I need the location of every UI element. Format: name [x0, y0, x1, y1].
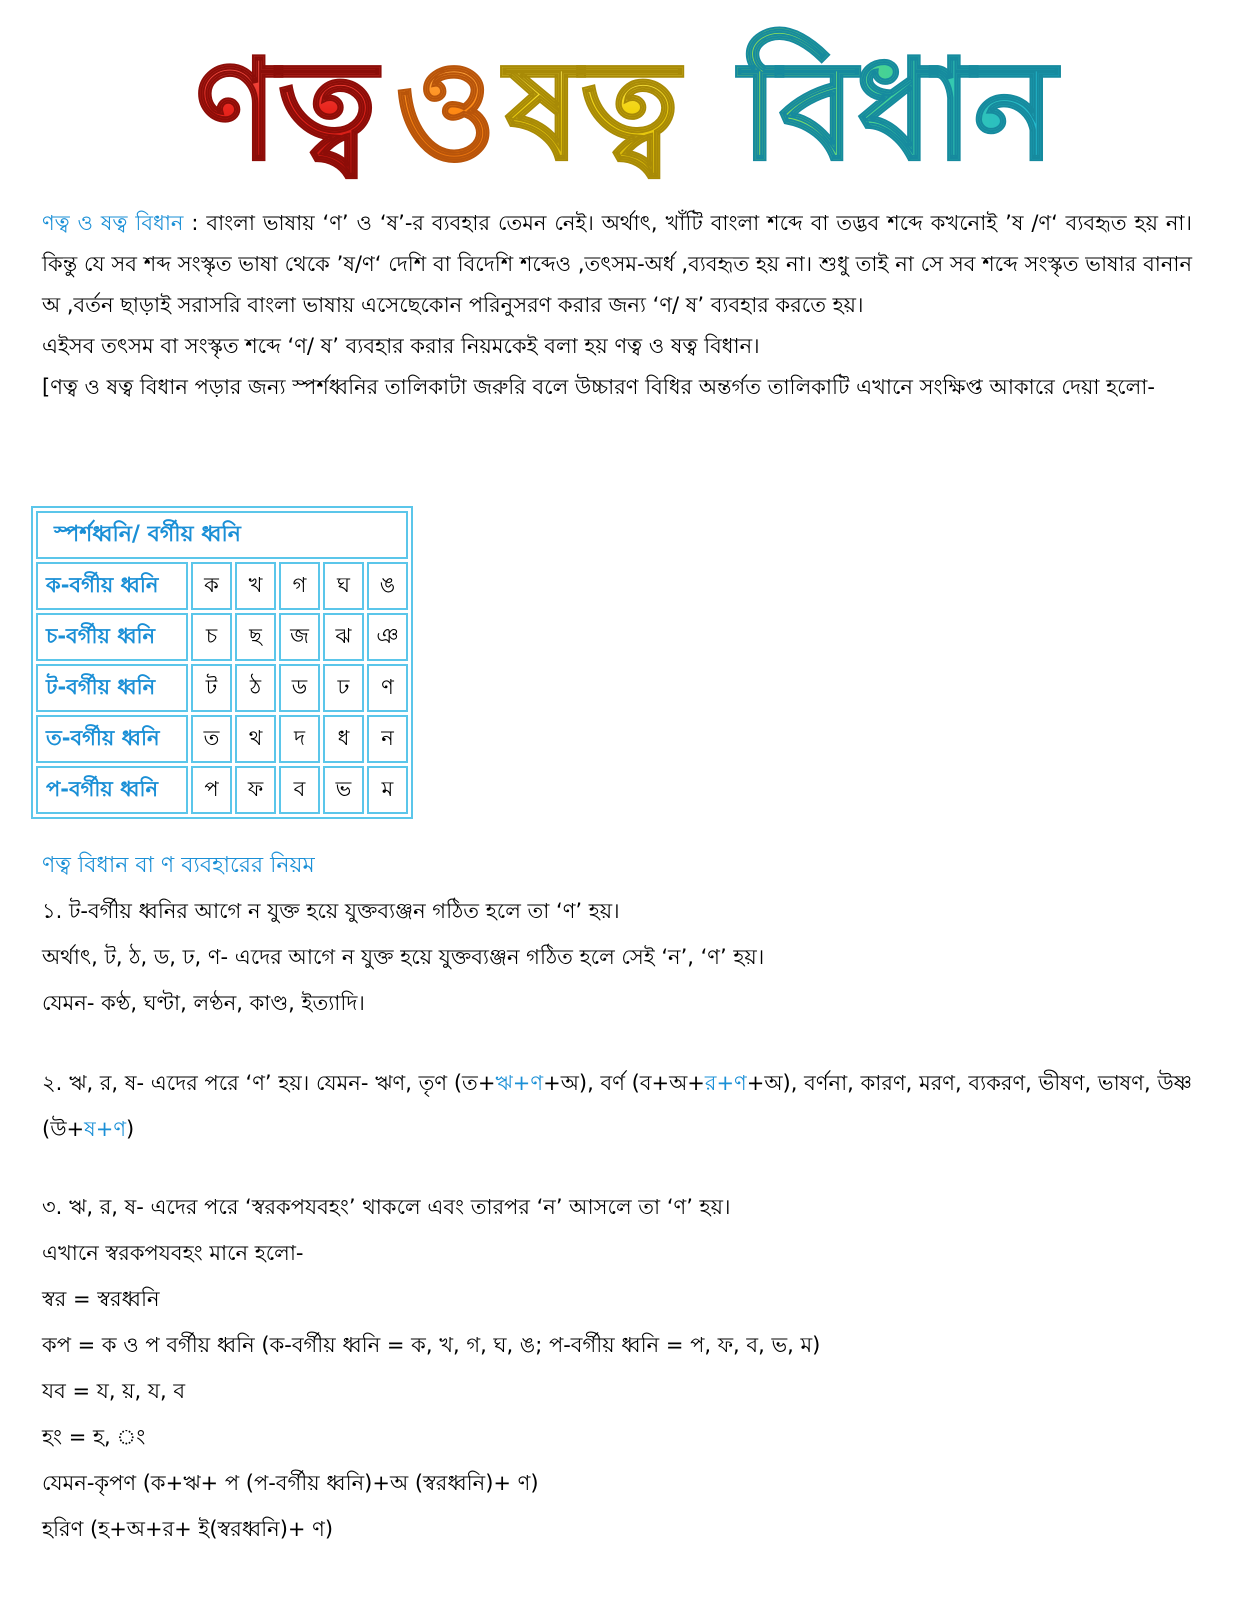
table-row — [36, 766, 408, 814]
table-cell: ঢ — [323, 664, 364, 712]
title-word-2: ও — [395, 30, 497, 191]
intro-paragraph-3: [ণত্ব ও ষত্ব বিধান পড়ার জন্য স্পর্শধ্বনির তালিকাটা জরুরি বলে উচ্চারণ বিধির অন্তর্গত তালিকাটি এখানে সংক্ষিপ্ত আকারে দেয়া হলো- — [42, 375, 1155, 399]
rule-3 — [42, 1184, 1192, 1552]
table-header-row — [36, 511, 408, 559]
intro-paragraph-1 — [42, 203, 1192, 326]
table-cell: ঠ — [235, 664, 276, 712]
table-header: স্পর্শধ্বনি/ বর্গীয় ধ্বনি — [36, 511, 408, 559]
rule-2-part-e: +অ), বর্ণনা, কারণ, মরণ, ব্যকরণ, ভীষণ, ভাষণ, উষ্ণ (উ+ — [42, 1071, 1192, 1141]
title-word-3: ষত্ব — [505, 30, 680, 191]
table-cell: ট — [191, 664, 232, 712]
table-cell: ণ — [367, 664, 408, 712]
table-row — [36, 715, 408, 763]
rainbow-title-graphic — [195, 8, 1075, 193]
intro-paragraph-2: এইসব তৎসম বা সংস্কৃত শব্দে ‘ণ/ ষ’ ব্যবহার করার নিয়মকেই বলা হয় ণত্ব ও ষত্ব বিধান। — [42, 334, 760, 358]
page-title — [195, 8, 1075, 193]
table-cell: গ — [279, 562, 320, 610]
table-cell: ফ — [235, 766, 276, 814]
rule-2-text — [42, 1060, 1192, 1152]
section-title: ণত্ব বিধান বা ণ ব্যবহারের নিয়ম — [42, 853, 315, 878]
rule-2-part-a: ২. ঋ, র, ষ- এদের পরে ‘ণ’ হয়। যেমন- ঋণ, তৃণ (ত+ — [42, 1071, 496, 1095]
varga-table — [31, 506, 413, 819]
row-label: প-বর্গীয় ধ্বনি — [36, 766, 188, 814]
table-cell: ম — [367, 766, 408, 814]
rule-3-line-5: যব = য, য়, য, ব — [42, 1379, 186, 1403]
table-cell: ন — [367, 715, 408, 763]
table-cell: থ — [235, 715, 276, 763]
rule-2 — [42, 1060, 1192, 1152]
table-cell: ব — [279, 766, 320, 814]
table-cell: খ — [235, 562, 276, 610]
varga-table-wrapper — [31, 506, 413, 819]
rule-3-line-6: হং = হ, ং — [42, 1425, 146, 1449]
table-cell: দ — [279, 715, 320, 763]
intro-text-1: : বাংলা ভাষায় ‘ণ’ ও ‘ষ’-র ব্যবহার তেমন নেই। অর্থাৎ, খাঁটি বাংলা শব্দে বা তদ্ভব শব্দে কখনোই ’ষ /ণ‘ ব্যবহৃত হয় না। কিন্তু যে সব শব্দ সংস্কৃত ভাষা থেকে ’ষ/ণ‘ দেশি বা বিদেশি শব্দেও ,তৎসম-অর্ধ ,ব্যবহৃত হয় না। শুধু তাই না সে সব শব্দে সংস্কৃত ভাষার বানান অ ,বর্তন ছাড়াই সরাসরি বাংলা ভাষায় এসেছেকোন পরিনুসরণ করার জন্য ‘ণ/ ষ’ ব্যবহার করতে হয়। — [42, 211, 1192, 317]
intro-term: ণত্ব ও ষত্ব বিধান — [42, 211, 184, 235]
rule-1-line-1: ১. ট-বর্গীয় ধ্বনির আগে ন যুক্ত হয়ে যুক্তব্যঞ্জন গঠিত হলে তা ‘ণ’ হয়। — [42, 899, 620, 923]
table-cell: ঝ — [323, 613, 364, 661]
table-row — [36, 562, 408, 610]
table-cell: ঘ — [323, 562, 364, 610]
table-cell: জ — [279, 613, 320, 661]
table-cell: ড — [279, 664, 320, 712]
table-cell: ধ — [323, 715, 364, 763]
row-label: ত-বর্গীয় ধ্বনি — [36, 715, 188, 763]
rule-1-line-2: অর্থাৎ, ট, ঠ, ড, ঢ, ণ- এদের আগে ন যুক্ত হয়ে যুক্তব্যঞ্জন গঠিত হলে সেই ‘ন’, ‘ণ’ হয়। — [42, 945, 765, 969]
table-cell: চ — [191, 613, 232, 661]
rule-2-highlight-1: ঋ+ণ — [495, 1071, 544, 1095]
table-row — [36, 613, 408, 661]
rule-2-part-g: ) — [126, 1117, 135, 1141]
rule-1-line-3: যেমন- কণ্ঠ, ঘণ্টা, লণ্ঠন, কাণ্ড, ইত্যাদি। — [42, 991, 365, 1015]
rule-2-highlight-3: ষ+ণ — [84, 1117, 127, 1141]
table-cell: ভ — [323, 766, 364, 814]
rule-3-line-2: এখানে স্বরকপযবহং মানে হলো- — [42, 1241, 304, 1265]
row-label: ট-বর্গীয় ধ্বনি — [36, 664, 188, 712]
row-label: ক-বর্গীয় ধ্বনি — [36, 562, 188, 610]
rule-3-line-1: ৩. ঋ, র, ষ- এদের পরে ‘স্বরকপযবহং’ থাকলে এবং তারপর ‘ন’ আসলে তা ‘ণ’ হয়। — [42, 1195, 731, 1219]
rule-3-line-3: স্বর = স্বরধ্বনি — [42, 1287, 160, 1311]
table-row — [36, 664, 408, 712]
row-label: চ-বর্গীয় ধ্বনি — [36, 613, 188, 661]
rule-3-line-4: কপ = ক ও প বর্গীয় ধ্বনি (ক-বর্গীয় ধ্বনি = ক, খ, গ, ঘ, ঙ; প-বর্গীয় ধ্বনি = প, ফ, ব, ভ, ম) — [42, 1333, 821, 1357]
rule-3-line-8: হরিণ (হ+অ+র+ ই(স্বরধ্বনি)+ ণ) — [42, 1517, 334, 1541]
table-cell: প — [191, 766, 232, 814]
intro-section — [42, 203, 1192, 408]
table-cell: ঙ — [367, 562, 408, 610]
rule-2-part-c: +অ), বর্ণ (ব+অ+ — [543, 1071, 705, 1095]
rule-3-line-7: যেমন-কৃপণ (ক+ঋ+ প (প-বর্গীয় ধ্বনি)+অ (স্বরধ্বনি)+ ণ) — [42, 1471, 539, 1495]
table-cell: ঞ — [367, 613, 408, 661]
rule-2-highlight-2: র+ণ — [704, 1071, 747, 1095]
table-cell: ত — [191, 715, 232, 763]
table-cell: ছ — [235, 613, 276, 661]
title-word-1: ণত্ব — [195, 30, 377, 191]
table-cell: ক — [191, 562, 232, 610]
rule-1 — [42, 888, 1192, 1026]
title-word-4: বিধান — [740, 30, 1057, 191]
